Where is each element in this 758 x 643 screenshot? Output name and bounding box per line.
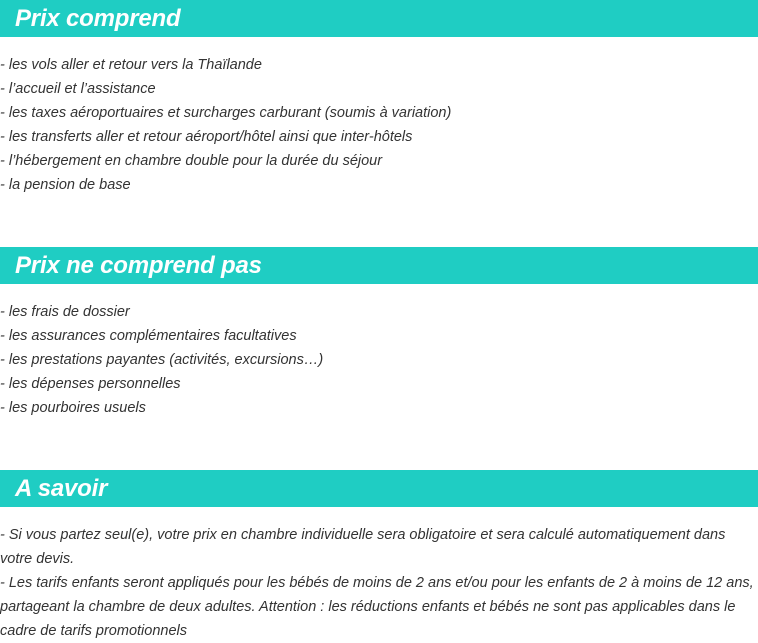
section-header-prix-comprend bbox=[0, 0, 758, 37]
list-item: - Si vous partez seul(e), votre prix en chambre individuelle sera obligatoire et sera calculé automatiquement dans votre devis. bbox=[0, 527, 726, 567]
list-item: - les frais de dossier bbox=[0, 304, 130, 320]
list-item: - les prestations payantes (activités, excursions…) bbox=[0, 352, 324, 368]
excluded-list bbox=[0, 300, 758, 420]
list-item: - Les tarifs enfants seront appliqués pour les bébés de moins de 2 ans et/ou pour les enfants de 2 à moins de 12 ans, partageant la chambre de deux adultes. Attention : les réductions enfants et bébés ne sont pas applicables dans le cadre de tarifs promotionnels bbox=[0, 575, 754, 639]
list-item: - les vols aller et retour vers la Thaïlande bbox=[0, 57, 262, 73]
list-item: - les taxes aéroportuaires et surcharges carburant (soumis à variation) bbox=[0, 105, 452, 121]
list-item: - l’hébergement en chambre double pour la durée du séjour bbox=[0, 153, 383, 169]
list-item: - les dépenses personnelles bbox=[0, 376, 181, 392]
section-header-prix-ne-comprend-pas bbox=[0, 247, 758, 284]
section-title: Prix ne comprend pas bbox=[15, 252, 262, 279]
included-list bbox=[0, 53, 758, 197]
section-header-a-savoir bbox=[0, 470, 758, 507]
section-title: Prix comprend bbox=[15, 5, 181, 32]
list-item: - les transferts aller et retour aéroport/hôtel ainsi que inter-hôtels bbox=[0, 129, 413, 145]
list-item: - la pension de base bbox=[0, 177, 131, 193]
list-item: - les pourboires usuels bbox=[0, 400, 146, 416]
list-item: - l’accueil et l’assistance bbox=[0, 81, 156, 97]
notes-list bbox=[0, 523, 758, 643]
section-title: A savoir bbox=[15, 475, 108, 502]
list-item: - les assurances complémentaires facultatives bbox=[0, 328, 297, 344]
